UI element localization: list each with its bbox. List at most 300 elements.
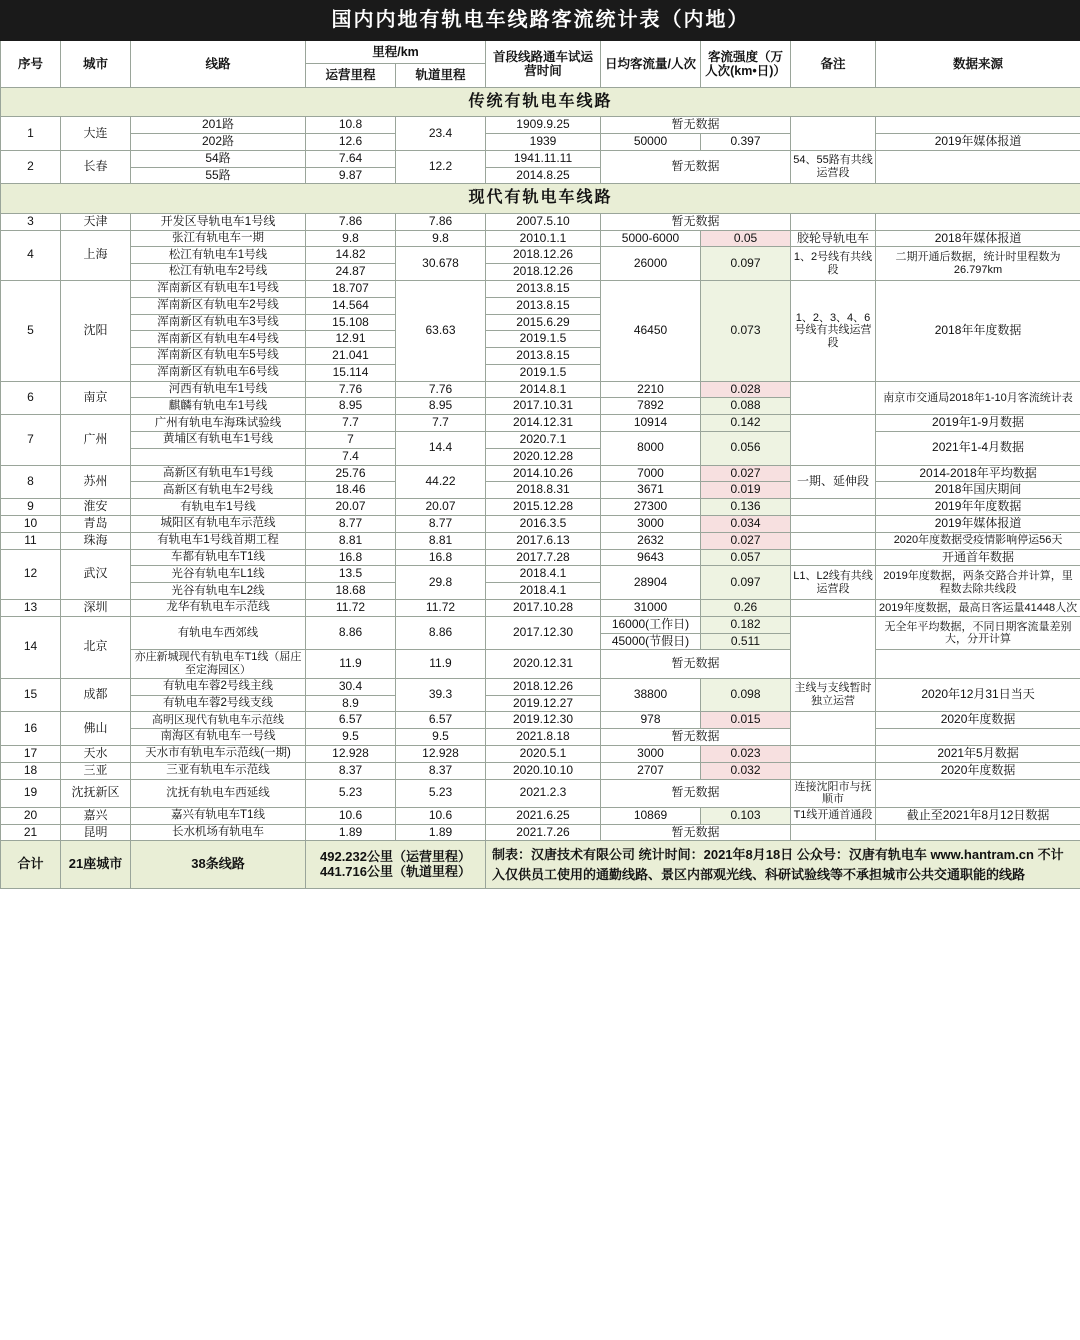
cell-op: 15.108 xyxy=(306,314,396,331)
cell-flow: 暂无数据 xyxy=(601,779,791,807)
cell-city: 昆明 xyxy=(61,824,131,841)
cell-intensity: 0.027 xyxy=(701,532,791,549)
cell-seq: 19 xyxy=(1,779,61,807)
cell-source: 2020年度数据受疫情影响停运56天 xyxy=(876,532,1080,549)
cell-line: 松江有轨电车1号线 xyxy=(131,247,306,264)
cell-remark xyxy=(791,616,876,678)
col-line: 线路 xyxy=(131,41,306,88)
cell-op: 7.64 xyxy=(306,150,396,167)
cell-line: 有轨电车1号线 xyxy=(131,499,306,516)
total-label: 合计 xyxy=(1,841,61,889)
total-mileage xyxy=(306,841,486,889)
col-track-mileage: 轨道里程 xyxy=(396,64,486,87)
cell-remark xyxy=(791,516,876,533)
cell-seq: 20 xyxy=(1,807,61,824)
cell-intensity: 0.057 xyxy=(701,549,791,566)
cell-line: 浑南新区有轨电车5号线 xyxy=(131,348,306,365)
header-row-1 xyxy=(1,41,1080,64)
cell-open: 2021.2.3 xyxy=(486,779,601,807)
cell-op: 10.8 xyxy=(306,117,396,134)
cell-remark: 54、55路有共线运营段 xyxy=(791,150,876,184)
cell-source: 2018年年度数据 xyxy=(876,280,1080,381)
cell-line: 高明区现代有轨电车示范线 xyxy=(131,712,306,729)
table-row xyxy=(1,150,1080,167)
cell-source xyxy=(876,779,1080,807)
cell-seq: 3 xyxy=(1,213,61,230)
cell-open: 2013.8.15 xyxy=(486,348,601,365)
cell-line: 浑南新区有轨电车1号线 xyxy=(131,280,306,297)
table-row xyxy=(1,432,1080,449)
cell-city: 大连 xyxy=(61,117,131,151)
cell-remark xyxy=(791,117,876,151)
cell-remark xyxy=(791,712,876,746)
cell-city: 沈阳 xyxy=(61,280,131,381)
cell-op: 18.46 xyxy=(306,482,396,499)
cell-line xyxy=(131,448,306,465)
cell-line: 沈抚有轨电车西延线 xyxy=(131,779,306,807)
cell-source xyxy=(876,213,1080,230)
cell-intensity: 0.511 xyxy=(701,633,791,650)
cell-open: 2018.12.26 xyxy=(486,247,601,264)
cell-op: 12.91 xyxy=(306,331,396,348)
cell-open: 2019.12.30 xyxy=(486,712,601,729)
table-row xyxy=(1,712,1080,729)
cell-open: 2019.1.5 xyxy=(486,331,601,348)
cell-op: 18.707 xyxy=(306,280,396,297)
cell-track: 5.23 xyxy=(396,779,486,807)
cell-open: 2021.8.18 xyxy=(486,729,601,746)
table-row xyxy=(1,381,1080,398)
cell-source: 2019年媒体报道 xyxy=(876,516,1080,533)
cell-intensity: 0.136 xyxy=(701,499,791,516)
cell-city: 上海 xyxy=(61,230,131,280)
table-row xyxy=(1,465,1080,482)
cell-intensity: 0.098 xyxy=(701,678,791,712)
cell-open: 2017.6.13 xyxy=(486,532,601,549)
cell-open: 1909.9.25 xyxy=(486,117,601,134)
table-row xyxy=(1,650,1080,678)
col-remark: 备注 xyxy=(791,41,876,88)
cell-track: 8.95 xyxy=(396,398,486,415)
cell-city: 淮安 xyxy=(61,499,131,516)
cell-remark xyxy=(791,549,876,566)
cell-remark xyxy=(791,532,876,549)
cell-op: 12.6 xyxy=(306,133,396,150)
table-row xyxy=(1,247,1080,264)
cell-flow: 978 xyxy=(601,712,701,729)
cell-city: 成都 xyxy=(61,678,131,712)
cell-city: 武汉 xyxy=(61,549,131,599)
cell-seq: 11 xyxy=(1,532,61,549)
cell-city: 深圳 xyxy=(61,600,131,617)
cell-line: 亦庄新城现代有轨电车T1线（屈庄至定海园区） xyxy=(131,650,306,678)
table-row xyxy=(1,566,1080,583)
table-row xyxy=(1,532,1080,549)
cell-line: 浑南新区有轨电车3号线 xyxy=(131,314,306,331)
cell-track: 7.76 xyxy=(396,381,486,398)
table-row xyxy=(1,616,1080,633)
col-open-time: 首段线路通车试运营时间 xyxy=(486,41,601,88)
table-row xyxy=(1,678,1080,695)
cell-op: 25.76 xyxy=(306,465,396,482)
cell-seq: 13 xyxy=(1,600,61,617)
cell-open: 2020.12.28 xyxy=(486,448,601,465)
cell-open: 2014.12.31 xyxy=(486,415,601,432)
cell-track: 20.07 xyxy=(396,499,486,516)
cell-track: 23.4 xyxy=(396,117,486,151)
cell-line: 54路 xyxy=(131,150,306,167)
table-row xyxy=(1,133,1080,150)
cell-op: 18.68 xyxy=(306,583,396,600)
cell-city: 北京 xyxy=(61,616,131,678)
cell-track: 14.4 xyxy=(396,432,486,466)
cell-city: 南京 xyxy=(61,381,131,415)
cell-source: 2020年度数据 xyxy=(876,762,1080,779)
cell-open: 2018.8.31 xyxy=(486,482,601,499)
cell-source: 开通首年数据 xyxy=(876,549,1080,566)
cell-remark: 1、2、3、4、6号线有共线运营段 xyxy=(791,280,876,381)
cell-flow: 暂无数据 xyxy=(601,824,791,841)
cell-op: 1.89 xyxy=(306,824,396,841)
cell-line: 浑南新区有轨电车2号线 xyxy=(131,297,306,314)
cell-intensity: 0.028 xyxy=(701,381,791,398)
cell-flow: 暂无数据 xyxy=(601,213,791,230)
cell-op: 6.57 xyxy=(306,712,396,729)
cell-op: 30.4 xyxy=(306,678,396,695)
cell-remark xyxy=(791,381,876,415)
cell-source xyxy=(876,117,1080,134)
cell-track: 16.8 xyxy=(396,549,486,566)
cell-flow: 2707 xyxy=(601,762,701,779)
cell-source: 2018年国庆期间 xyxy=(876,482,1080,499)
cell-op: 7.86 xyxy=(306,213,396,230)
total-operating-mileage: 492.232公里（运营里程） xyxy=(320,848,471,864)
cell-remark: 一期、延伸段 xyxy=(791,465,876,499)
cell-open: 2014.8.25 xyxy=(486,167,601,184)
cell-track: 9.8 xyxy=(396,230,486,247)
cell-flow: 50000 xyxy=(601,133,701,150)
col-seq: 序号 xyxy=(1,41,61,88)
cell-track: 7.7 xyxy=(396,415,486,432)
cell-source xyxy=(876,150,1080,184)
col-operating-mileage: 运营里程 xyxy=(306,64,396,87)
cell-line: 浑南新区有轨电车6号线 xyxy=(131,364,306,381)
cell-line: 有轨电车1号线首期工程 xyxy=(131,532,306,549)
cell-op: 8.77 xyxy=(306,516,396,533)
cell-seq: 21 xyxy=(1,824,61,841)
cell-city: 沈抚新区 xyxy=(61,779,131,807)
table-row xyxy=(1,729,1080,746)
cell-flow: 28904 xyxy=(601,566,701,600)
cell-open: 2018.12.26 xyxy=(486,264,601,281)
cell-flow: 暂无数据 xyxy=(601,650,791,678)
cell-open: 2013.8.15 xyxy=(486,280,601,297)
cell-remark xyxy=(791,415,876,465)
cell-city: 嘉兴 xyxy=(61,807,131,824)
cell-line: 松江有轨电车2号线 xyxy=(131,264,306,281)
cell-open: 2017.7.28 xyxy=(486,549,601,566)
cell-seq: 4 xyxy=(1,230,61,280)
cell-flow: 2210 xyxy=(601,381,701,398)
cell-intensity: 0.034 xyxy=(701,516,791,533)
cell-line: 天水市有轨电车示范线(一期) xyxy=(131,745,306,762)
cell-source: 2014-2018年平均数据 xyxy=(876,465,1080,482)
cell-source: 2021年5月数据 xyxy=(876,745,1080,762)
cell-remark: 连接沈阳市与抚顺市 xyxy=(791,779,876,807)
cell-line: 光谷有轨电车L2线 xyxy=(131,583,306,600)
cell-line: 三亚有轨电车示范线 xyxy=(131,762,306,779)
cell-flow: 10914 xyxy=(601,415,701,432)
cell-source: 无全年平均数据，不同日期客流量差别大，分开计算 xyxy=(876,616,1080,650)
cell-open: 2018.4.1 xyxy=(486,583,601,600)
cell-source: 2020年度数据 xyxy=(876,712,1080,729)
section-traditional: 传统有轨电车线路 xyxy=(1,87,1080,116)
table-title-row xyxy=(1,1,1080,41)
cell-intensity: 0.097 xyxy=(701,566,791,600)
cell-flow: 38800 xyxy=(601,678,701,712)
cell-track: 11.72 xyxy=(396,600,486,617)
cell-remark: 主线与支线暂时独立运营 xyxy=(791,678,876,712)
cell-intensity: 0.023 xyxy=(701,745,791,762)
cell-flow: 8000 xyxy=(601,432,701,466)
cell-op: 7.76 xyxy=(306,381,396,398)
col-mileage-group: 里程/km xyxy=(306,41,486,64)
cell-open: 2016.3.5 xyxy=(486,516,601,533)
cell-remark: T1线开通首通段 xyxy=(791,807,876,824)
cell-track: 29.8 xyxy=(396,566,486,600)
cell-line: 黄埔区有轨电车1号线 xyxy=(131,432,306,449)
cell-flow: 45000(节假日) xyxy=(601,633,701,650)
cell-track: 1.89 xyxy=(396,824,486,841)
cell-seq: 18 xyxy=(1,762,61,779)
cell-flow: 31000 xyxy=(601,600,701,617)
cell-seq: 15 xyxy=(1,678,61,712)
cell-intensity: 0.103 xyxy=(701,807,791,824)
cell-op: 24.87 xyxy=(306,264,396,281)
cell-seq: 16 xyxy=(1,712,61,746)
cell-source: 2019年度数据，两条交路合并计算，里程数去除共线段 xyxy=(876,566,1080,600)
cell-source: 2019年年度数据 xyxy=(876,499,1080,516)
cell-flow: 9643 xyxy=(601,549,701,566)
col-flow-intensity: 客流强度（万人次(km•日)） xyxy=(701,41,791,88)
cell-intensity: 0.182 xyxy=(701,616,791,633)
cell-source: 2019年1-9月数据 xyxy=(876,415,1080,432)
cell-flow: 暂无数据 xyxy=(601,117,791,134)
cell-line: 有轨电车蓉2号线支线 xyxy=(131,695,306,712)
cell-track: 44.22 xyxy=(396,465,486,499)
cell-op: 15.114 xyxy=(306,364,396,381)
cell-flow: 46450 xyxy=(601,280,701,381)
page-title: 国内内地有轨电车线路客流统计表（内地） xyxy=(1,1,1080,41)
cell-line: 光谷有轨电车L1线 xyxy=(131,566,306,583)
cell-track: 39.3 xyxy=(396,678,486,712)
cell-line: 河西有轨电车1号线 xyxy=(131,381,306,398)
cell-op: 7 xyxy=(306,432,396,449)
cell-op: 7.4 xyxy=(306,448,396,465)
cell-open: 1941.11.11 xyxy=(486,150,601,167)
cell-line: 龙华有轨电车示范线 xyxy=(131,600,306,617)
cell-open: 2021.6.25 xyxy=(486,807,601,824)
cell-source: 二期开通后数据，统计时里程数为26.797km xyxy=(876,247,1080,281)
cell-remark: 胶轮导轨电车 xyxy=(791,230,876,247)
table-row xyxy=(1,824,1080,841)
cell-op: 14.82 xyxy=(306,247,396,264)
cell-city: 佛山 xyxy=(61,712,131,746)
cell-seq: 17 xyxy=(1,745,61,762)
cell-intensity: 0.142 xyxy=(701,415,791,432)
cell-remark: L1、L2线有共线运营段 xyxy=(791,566,876,600)
table-row xyxy=(1,230,1080,247)
cell-track: 6.57 xyxy=(396,712,486,729)
cell-flow: 7892 xyxy=(601,398,701,415)
cell-open: 2018.4.1 xyxy=(486,566,601,583)
cell-city: 三亚 xyxy=(61,762,131,779)
cell-seq: 1 xyxy=(1,117,61,151)
cell-seq: 14 xyxy=(1,616,61,678)
cell-intensity: 0.032 xyxy=(701,762,791,779)
cell-op: 7.7 xyxy=(306,415,396,432)
cell-flow: 16000(工作日) xyxy=(601,616,701,633)
total-row xyxy=(1,841,1080,889)
cell-op: 20.07 xyxy=(306,499,396,516)
cell-open: 2017.10.31 xyxy=(486,398,601,415)
cell-line: 张江有轨电车一期 xyxy=(131,230,306,247)
cell-op: 21.041 xyxy=(306,348,396,365)
cell-open: 2015.12.28 xyxy=(486,499,601,516)
cell-remark xyxy=(791,745,876,762)
cell-line: 有轨电车西郊线 xyxy=(131,616,306,650)
cell-track: 8.86 xyxy=(396,616,486,650)
cell-remark xyxy=(791,499,876,516)
cell-flow: 7000 xyxy=(601,465,701,482)
cell-op: 8.9 xyxy=(306,695,396,712)
cell-seq: 9 xyxy=(1,499,61,516)
cell-open: 2019.12.27 xyxy=(486,695,601,712)
total-cities: 21座城市 xyxy=(61,841,131,889)
cell-track: 9.5 xyxy=(396,729,486,746)
table-row xyxy=(1,549,1080,566)
cell-intensity: 0.027 xyxy=(701,465,791,482)
cell-op: 11.9 xyxy=(306,650,396,678)
cell-open: 2010.1.1 xyxy=(486,230,601,247)
cell-track: 8.77 xyxy=(396,516,486,533)
cell-source: 2020年12月31日当天 xyxy=(876,678,1080,712)
table-row xyxy=(1,762,1080,779)
cell-op: 5.23 xyxy=(306,779,396,807)
cell-track: 8.81 xyxy=(396,532,486,549)
cell-city: 珠海 xyxy=(61,532,131,549)
cell-remark xyxy=(791,600,876,617)
cell-seq: 6 xyxy=(1,381,61,415)
cell-line: 广州有轨电车海珠试验线 xyxy=(131,415,306,432)
cell-city: 长春 xyxy=(61,150,131,184)
cell-flow: 暂无数据 xyxy=(601,729,791,746)
cell-line: 202路 xyxy=(131,133,306,150)
cell-seq: 2 xyxy=(1,150,61,184)
table-row xyxy=(1,499,1080,516)
cell-op: 9.8 xyxy=(306,230,396,247)
cell-remark xyxy=(791,762,876,779)
col-source: 数据来源 xyxy=(876,41,1080,88)
cell-track: 12.2 xyxy=(396,150,486,184)
table-row xyxy=(1,779,1080,807)
cell-flow: 3000 xyxy=(601,516,701,533)
cell-op: 11.72 xyxy=(306,600,396,617)
cell-source: 2018年媒体报道 xyxy=(876,230,1080,247)
cell-open: 2013.8.15 xyxy=(486,297,601,314)
cell-line: 车都有轨电车T1线 xyxy=(131,549,306,566)
cell-line: 高新区有轨电车1号线 xyxy=(131,465,306,482)
cell-intensity: 0.088 xyxy=(701,398,791,415)
cell-source: 截止至2021年8月12日数据 xyxy=(876,807,1080,824)
cell-track: 8.37 xyxy=(396,762,486,779)
cell-line: 有轨电车蓉2号线主线 xyxy=(131,678,306,695)
cell-flow: 暂无数据 xyxy=(601,150,791,184)
cell-line: 高新区有轨电车2号线 xyxy=(131,482,306,499)
cell-remark xyxy=(791,213,876,230)
cell-line: 55路 xyxy=(131,167,306,184)
cell-open: 2007.5.10 xyxy=(486,213,601,230)
table-row xyxy=(1,516,1080,533)
cell-intensity: 0.097 xyxy=(701,247,791,281)
cell-line: 嘉兴有轨电车T1线 xyxy=(131,807,306,824)
cell-line: 南海区有轨电车一号线 xyxy=(131,729,306,746)
cell-op: 9.5 xyxy=(306,729,396,746)
cell-flow: 3000 xyxy=(601,745,701,762)
total-lines: 38条线路 xyxy=(131,841,306,889)
cell-open: 2020.7.1 xyxy=(486,432,601,449)
cell-line: 城阳区有轨电车示范线 xyxy=(131,516,306,533)
cell-city: 天津 xyxy=(61,213,131,230)
cell-open: 1939 xyxy=(486,133,601,150)
cell-op: 8.37 xyxy=(306,762,396,779)
table-row xyxy=(1,415,1080,432)
cell-intensity: 0.056 xyxy=(701,432,791,466)
cell-flow: 3671 xyxy=(601,482,701,499)
cell-open: 2018.12.26 xyxy=(486,678,601,695)
col-city: 城市 xyxy=(61,41,131,88)
cell-op: 14.564 xyxy=(306,297,396,314)
cell-source: 南京市交通局2018年1-10月客流统计表 xyxy=(876,381,1080,415)
cell-city: 天水 xyxy=(61,745,131,762)
cell-open: 2020.5.1 xyxy=(486,745,601,762)
cell-line: 麒麟有轨电车1号线 xyxy=(131,398,306,415)
table-row xyxy=(1,600,1080,617)
cell-open: 2020.12.31 xyxy=(486,650,601,678)
cell-open: 2014.10.26 xyxy=(486,465,601,482)
table-row xyxy=(1,745,1080,762)
cell-op: 13.5 xyxy=(306,566,396,583)
table-row xyxy=(1,213,1080,230)
cell-flow: 10869 xyxy=(601,807,701,824)
cell-open: 2019.1.5 xyxy=(486,364,601,381)
cell-seq: 5 xyxy=(1,280,61,381)
cell-track: 7.86 xyxy=(396,213,486,230)
cell-op: 8.95 xyxy=(306,398,396,415)
cell-op: 10.6 xyxy=(306,807,396,824)
cell-track: 63.63 xyxy=(396,280,486,381)
cell-open: 2020.10.10 xyxy=(486,762,601,779)
col-daily-flow: 日均客流量/人次 xyxy=(601,41,701,88)
cell-line: 开发区导轨电车1号线 xyxy=(131,213,306,230)
cell-open: 2021.7.26 xyxy=(486,824,601,841)
cell-city: 苏州 xyxy=(61,465,131,499)
cell-track: 12.928 xyxy=(396,745,486,762)
cell-source: 2019年媒体报道 xyxy=(876,133,1080,150)
cell-op: 12.928 xyxy=(306,745,396,762)
cell-seq: 12 xyxy=(1,549,61,599)
cell-seq: 10 xyxy=(1,516,61,533)
